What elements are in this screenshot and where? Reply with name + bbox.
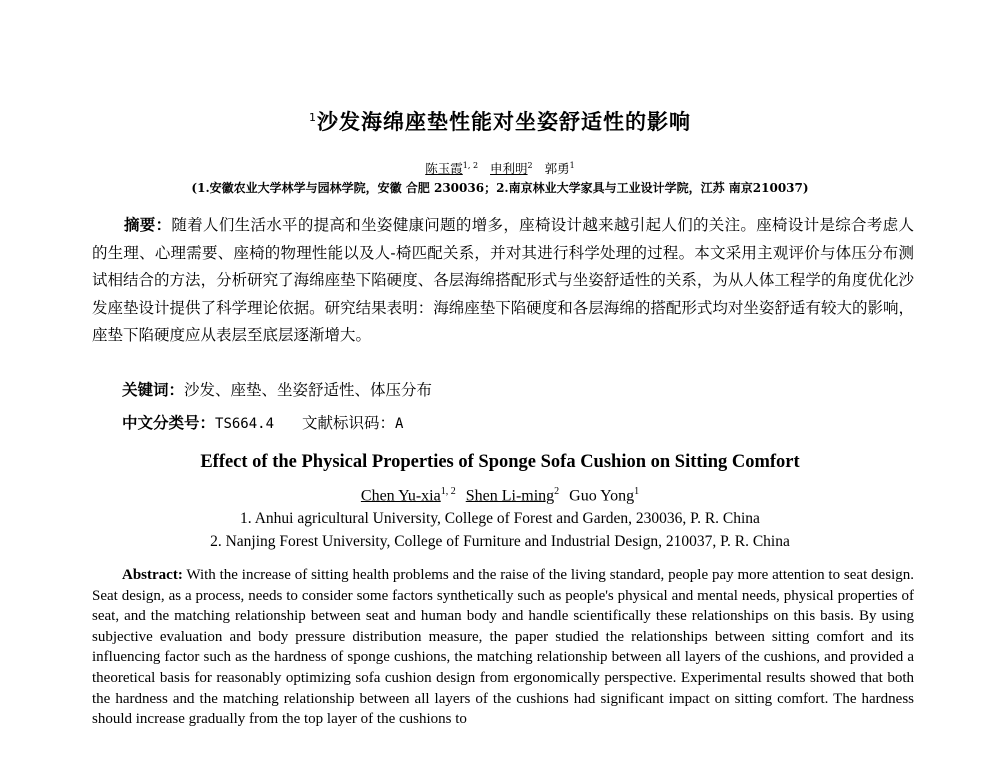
- english-abstract: [92, 565, 914, 730]
- chinese-keywords-label: 关键词：: [122, 381, 185, 399]
- english-author-1: Chen Yu-xia: [360, 487, 441, 505]
- english-abstract-label: Abstract:: [122, 567, 183, 583]
- english-author-2-affil: 2: [554, 486, 560, 497]
- english-author-1-affil: 1, 2: [440, 486, 456, 497]
- chinese-author-3-affil: 1: [569, 160, 575, 170]
- chinese-keywords-text: 沙发、座垫、坐姿舒适性、体压分布: [184, 381, 433, 399]
- chinese-keywords: [122, 378, 432, 400]
- classification-label: 中文分类号：: [122, 414, 216, 432]
- chinese-title: [0, 106, 1000, 136]
- title-footnote-marker: 1: [309, 111, 317, 124]
- english-author-3: Guo Yong: [569, 487, 635, 505]
- english-title: Effect of the Physical Properties of Sponge Sofa Cushion on Sitting Comfort: [200, 452, 800, 472]
- english-authors: [0, 486, 1000, 505]
- chinese-abstract-label: 摘要：: [124, 216, 172, 234]
- chinese-abstract-text: 随着人们生活水平的提高和坐姿健康问题的增多，座椅设计越来越引起人们的关注。座椅设计是综合考虑人的生理、心理需要、座椅的物理性能以及人-椅匹配关系，并对其进行科学处理的过程。本文采用主观评价与体压分布测试相结合的方法，分析研究了海绵座垫下陷硬度、各层海绵搭配形式与坐姿舒适性的关系，为从人体工程学的角度优化沙发座垫设计提供了科学理论依据。研究结果表明：海绵座垫下陷硬度和各层海绵的搭配形式均对坐姿舒适有较大的影响，座垫下陷硬度应从表层至底层逐渐增大。: [92, 216, 914, 344]
- english-author-2: Shen Li-ming: [465, 487, 555, 505]
- chinese-title-text: 沙发海绵座垫性能对坐姿舒适性的影响: [317, 110, 691, 134]
- chinese-author-2: 申利明: [490, 161, 528, 176]
- english-affiliation-2: 2. Nanjing Forest University, College of Furniture and Industrial Design, 210037, P. R. China: [210, 533, 790, 550]
- chinese-author-3: 郭勇: [544, 161, 570, 176]
- chinese-affiliation: (1.安徽农业大学林学与园林学院，安徽 合肥 230036；2.南京林业大学家具与工业设计学院，江苏 南京210037): [191, 181, 809, 195]
- chinese-classification: [122, 411, 403, 433]
- chinese-author-1: 陈玉霞: [425, 161, 463, 176]
- classification-value: TS664.4: [215, 416, 275, 432]
- english-affiliation-1: 1. Anhui agricultural University, College of Forest and Garden, 230036, P. R. China: [240, 510, 760, 527]
- document-code-value: A: [395, 416, 404, 432]
- chinese-author-1-affil: 1, 2: [462, 160, 479, 170]
- chinese-abstract: [92, 212, 914, 350]
- english-author-3-affil: 1: [634, 486, 640, 497]
- english-abstract-text: With the increase of sitting health problems and the raise of the living standard, people pay more attention to seat design. Seat design, as a process, needs to consider some factors synthetically such as people's physical and mental needs, physical properties of seat, and the matching relationship between seat and human body and handle scientifically these relationships on this basis. By using subjective evaluation and body pressure distribution measure, the paper studied the relationships between sitting comfort and its influencing factor such as the hardness of sponge cushions, the matching relationship between all layers of the cushions, and provided a theoretical basis for reasonably optimizing sofa cushion design from ergonomically perspective. Experimental results showed that both the hardness and the matching relationship between all layers of the cushions had significant impact on sitting comfort. The hardness should increase gradually from the top layer of the cushions to: [92, 567, 915, 728]
- chinese-author-2-affil: 2: [527, 160, 533, 170]
- document-code-label: 文献标识码：: [302, 414, 396, 432]
- chinese-authors: [0, 159, 1000, 177]
